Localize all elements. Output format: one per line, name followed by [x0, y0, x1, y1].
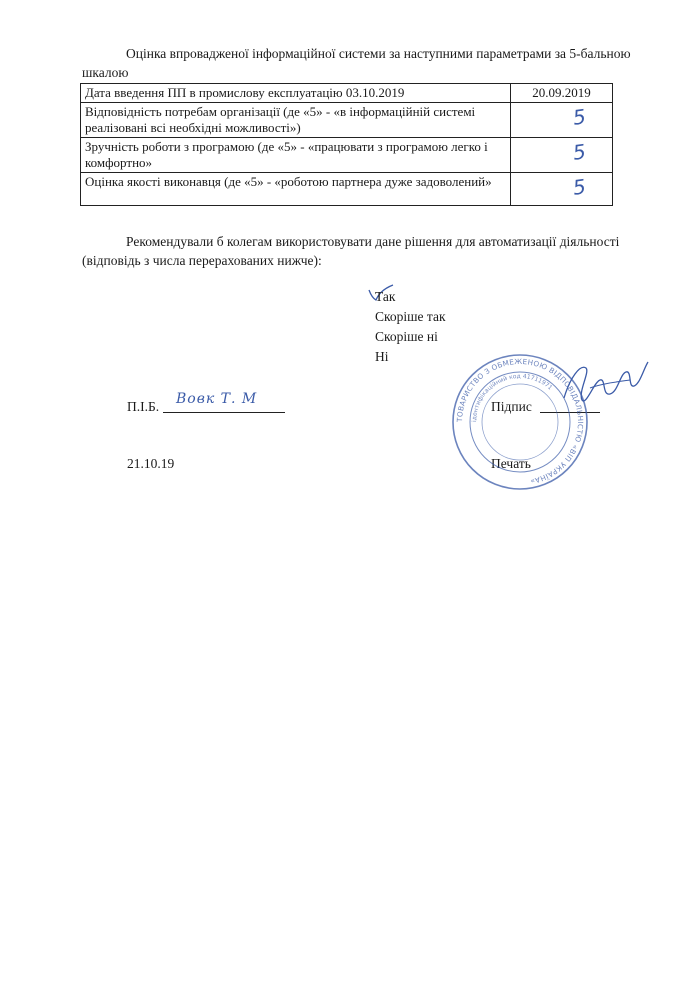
signature-label: Підпис [491, 399, 532, 414]
grade-cell [511, 138, 613, 173]
pib-handwritten-name: Вовк Т. М [176, 391, 258, 407]
table-row [81, 103, 613, 138]
intro-line-2: шкалою [82, 65, 129, 80]
table-row [81, 173, 613, 206]
option-rather-no: Скоріше ні [375, 329, 438, 344]
grade-cell [511, 173, 613, 206]
recommendation-line-2: (відповідь з числа перерахованих нижче): [82, 253, 322, 268]
grade-cell [511, 103, 613, 138]
option-rather-yes: Скоріше так [375, 309, 446, 324]
criterion-cell: Дата введення ПП в промислову експлуатацію 03.10.2019 [81, 84, 511, 103]
stamp-label: Печать [491, 456, 531, 471]
option-no: Ні [375, 349, 389, 364]
table-row [81, 84, 613, 103]
signature-icon [560, 358, 652, 413]
recommendation-line-1: Рекомендували б колегам використовувати дане рішення для автоматизації діяльності [126, 234, 620, 249]
svg-text:ідентифікаційний код 41711971 [471, 373, 554, 422]
pib-underline [163, 412, 285, 413]
criterion-cell: Відповідність потребам організації (де «5» - «в інформаційній системі реалізовані всі необхідні можливості») [81, 103, 511, 138]
criterion-cell: Оцінка якості виконавця (де «5» - «роботою партнера дуже задоволений» [81, 173, 511, 206]
intro-line-1: Оцінка впровадженої інформаційної системи за наступними параметрами за 5-бальною [126, 46, 631, 61]
answer-options [375, 287, 446, 367]
pib-label: П.І.Б. [127, 399, 160, 414]
stamp-code-text: ідентифікаційний код 41711971 [470, 372, 554, 423]
table-row [81, 138, 613, 173]
criterion-cell: Зручність роботи з програмою (де «5» - «працювати з програмою легко і комфортно» [81, 138, 511, 173]
handwritten-grade: 5 [571, 139, 588, 165]
value-cell: 20.09.2019 [511, 84, 613, 103]
handwritten-grade: 5 [571, 174, 588, 200]
document-date: 21.10.19 [127, 456, 175, 471]
intro-paragraph [82, 44, 658, 82]
handwritten-grade: 5 [571, 104, 588, 130]
option-yes: Так [375, 289, 396, 304]
recommendation-paragraph [82, 232, 658, 270]
stamp-outer-text: ТОВАРИСТВО З ОБМЕЖЕНОЮ ВІДПОВІДАЛЬНІСТЮ «ВІП УКРАЇНА» [454, 356, 586, 487]
evaluation-table [80, 83, 613, 206]
